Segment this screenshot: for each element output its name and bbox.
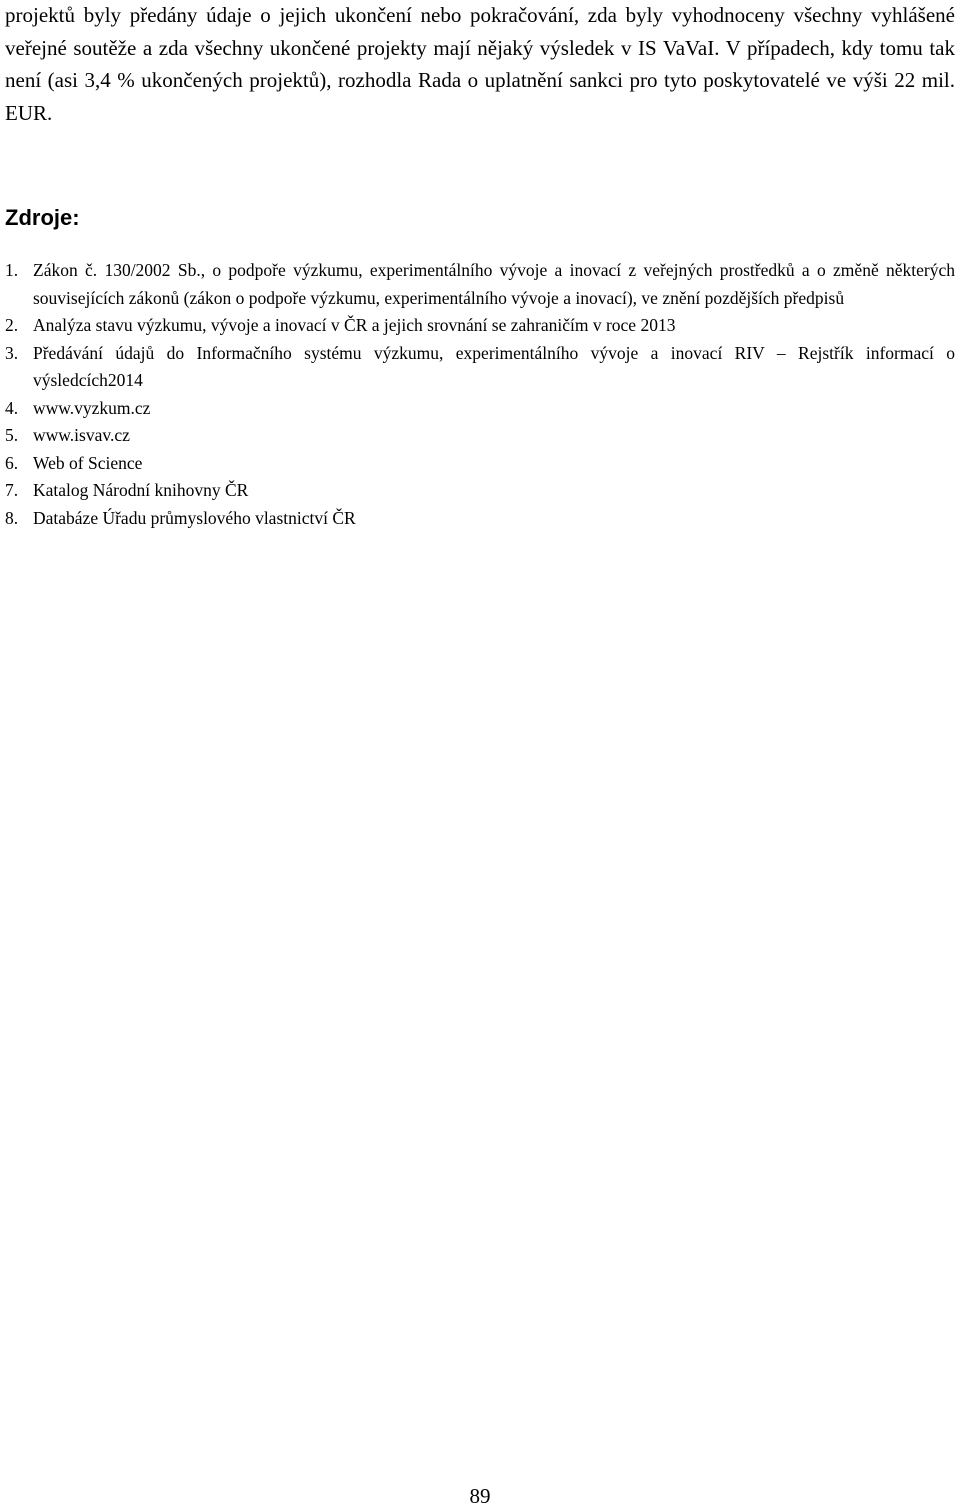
source-number: 8. <box>5 507 19 528</box>
source-number: 4. <box>5 397 19 418</box>
page-number: 89 <box>469 1484 491 1508</box>
source-item <box>5 450 955 478</box>
source-item <box>5 395 955 423</box>
source-number: 3. <box>5 342 19 363</box>
source-number: 1. <box>5 260 19 280</box>
source-item <box>5 312 955 340</box>
source-number: 2. <box>5 315 19 335</box>
source-number: 6. <box>5 452 19 473</box>
source-text: Předávání údajů do Informačního systému výzkumu, experimentálního vývoje a inovací RIV – Rejstřík informací o výsledcích2014 <box>33 342 955 390</box>
intro-paragraph: projektů byly předány údaje o jejich ukončení nebo pokračování, zda byly vyhodnoceny všechny vyhlášené veřejné soutěže a zda všechny ukončené projekty mají nějaký výsledek v IS VaVaI. V případech, kdy tomu tak není (asi 3,4 % ukončených projektů), rozhodla Rada o uplatnění sankci pro tyto poskytovatelé ve výši 22 mil. EUR. <box>5 3 955 125</box>
source-item <box>5 257 955 312</box>
source-text: Databáze Úřadu průmyslového vlastnictví ČR <box>33 507 356 528</box>
source-text: www.isvav.cz <box>33 425 130 445</box>
source-text: Analýza stavu výzkumu, vývoje a inovací v ČR a jejich srovnání se zahraničím v roce 2013 <box>33 315 676 335</box>
source-item <box>5 477 955 505</box>
source-text: Zákon č. 130/2002 Sb., o podpoře výzkumu, experimentálního vývoje a inovací z veřejných prostředků a o změně některých souvisejících zákonů (zákon o podpoře výzkumu, experimentálního vývoje a inovací), ve znění pozdějších předpisů <box>33 260 955 308</box>
source-item <box>5 340 955 395</box>
source-item <box>5 422 955 450</box>
source-number: 7. <box>5 480 19 500</box>
source-text: www.vyzkum.cz <box>33 397 151 418</box>
source-text: Web of Science <box>33 452 143 473</box>
source-item <box>5 505 955 533</box>
source-number: 5. <box>5 425 19 445</box>
sources-heading: Zdroje: <box>5 205 80 230</box>
sources-list <box>5 257 955 532</box>
source-text: Katalog Národní knihovny ČR <box>33 480 249 500</box>
